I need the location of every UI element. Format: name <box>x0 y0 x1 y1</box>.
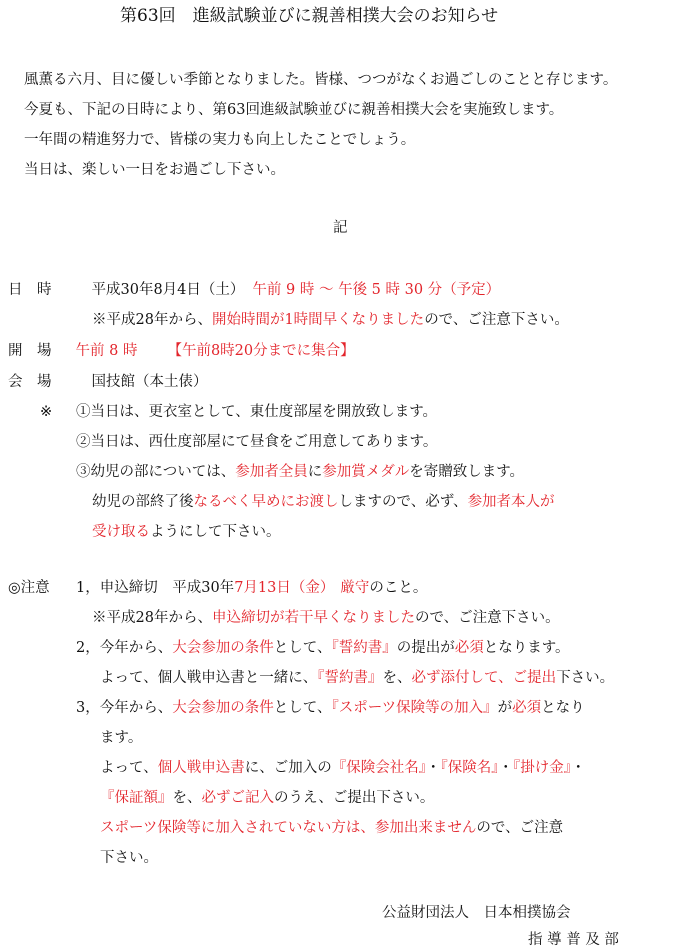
note-2: ②当日は、西仕度部屋にて昼食をご用意してあります。 <box>76 434 438 450</box>
intro-line-2: 今夏も、下記の日時により、第63回進級試験並びに親善相撲大会を実施致します。 <box>24 102 564 118</box>
caution-item-2: 2，今年から、大会参加の条件として、『誓約書』の提出が必須となります。 <box>76 640 570 656</box>
note-5: 受け取るようにして下さい。 <box>92 524 281 540</box>
caution-label: ◎注意 <box>8 580 50 596</box>
datetime-label: 日 時 <box>8 282 52 298</box>
event-date: 平成30年8月4日（土） <box>91 282 245 298</box>
caution-item-3-note: よって、個人戦申込書に、ご加入の『保険会社名』・『保険名』・『掛け金』・ <box>100 760 586 776</box>
datetime-row: 日 時 平成30年8月4日（土） 午前 9 時 ～ 午後 5 時 30 分（予定） <box>8 282 501 298</box>
opening-time: 午前 8 時 <box>75 343 138 359</box>
caution-item-3-warning-2: 下さい。 <box>100 850 158 866</box>
caution-item-3-warning: スポーツ保険等に加入されていない方は、参加出来ませんので、ご注意 <box>100 820 564 836</box>
opening-row: 開 場 午前 8 時 【午前8時20分までに集合】 <box>8 343 355 359</box>
footer-org: 公益財団法人 日本相撲協会 <box>382 905 571 921</box>
intro-line-4: 当日は、楽しい一日をお過ごし下さい。 <box>24 162 285 178</box>
datetime-note: ※平成28年から、開始時間が1時間早くなりましたので、ご注意下さい。 <box>92 312 569 328</box>
caution-item-2-note: よって、個人戦申込書と一緒に、『誓約書』を、必ず添付して、ご提出下さい。 <box>100 670 615 686</box>
note-1: ①当日は、更衣室として、東仕度部屋を開放致します。 <box>76 404 438 420</box>
notes-mark: ※ <box>40 404 53 420</box>
caution-item-3: 3，今年から、大会参加の条件として、『スポーツ保険等の加入』が必須となり <box>76 700 585 716</box>
intro-line-1: 風薫る六月、目に優しい季節となりました。皆様、つつがなくお過ごしのことと存じます。 <box>24 72 618 88</box>
caution-item-1-note: ※平成28年から、申込締切が若干早くなりましたので、ご注意下さい。 <box>92 610 560 626</box>
caution-item-3-cont: ます。 <box>100 730 143 746</box>
gather-time: 【午前8時20分までに集合】 <box>167 343 355 359</box>
ki-heading: 記 <box>333 220 348 236</box>
note-4: 幼児の部終了後なるべく早めにお渡ししますので、必ず、参加者本人が <box>92 494 555 510</box>
caution-item-3-note-2: 『保証額』を、必ずご記入のうえ、ご提出下さい。 <box>100 790 435 806</box>
caution-item-1: 1，申込締切 平成30年7月13日（金） 厳守のこと。 <box>76 580 428 596</box>
venue-row: 会 場 国技館（本土俵） <box>8 374 208 390</box>
page-title: 第63回 進級試験並びに親善相撲大会のお知らせ <box>120 6 499 26</box>
note-3: ③幼児の部については、参加者全員に参加賞メダルを寄贈致します。 <box>76 464 525 480</box>
intro-line-3: 一年間の精進努力で、皆様の実力も向上したことでしょう。 <box>24 132 416 148</box>
venue-name: 国技館（本土俵） <box>91 374 208 390</box>
footer-dept: 指 導 普 及 部 <box>528 932 619 948</box>
event-time: 午前 9 時 ～ 午後 5 時 30 分 <box>252 282 443 298</box>
